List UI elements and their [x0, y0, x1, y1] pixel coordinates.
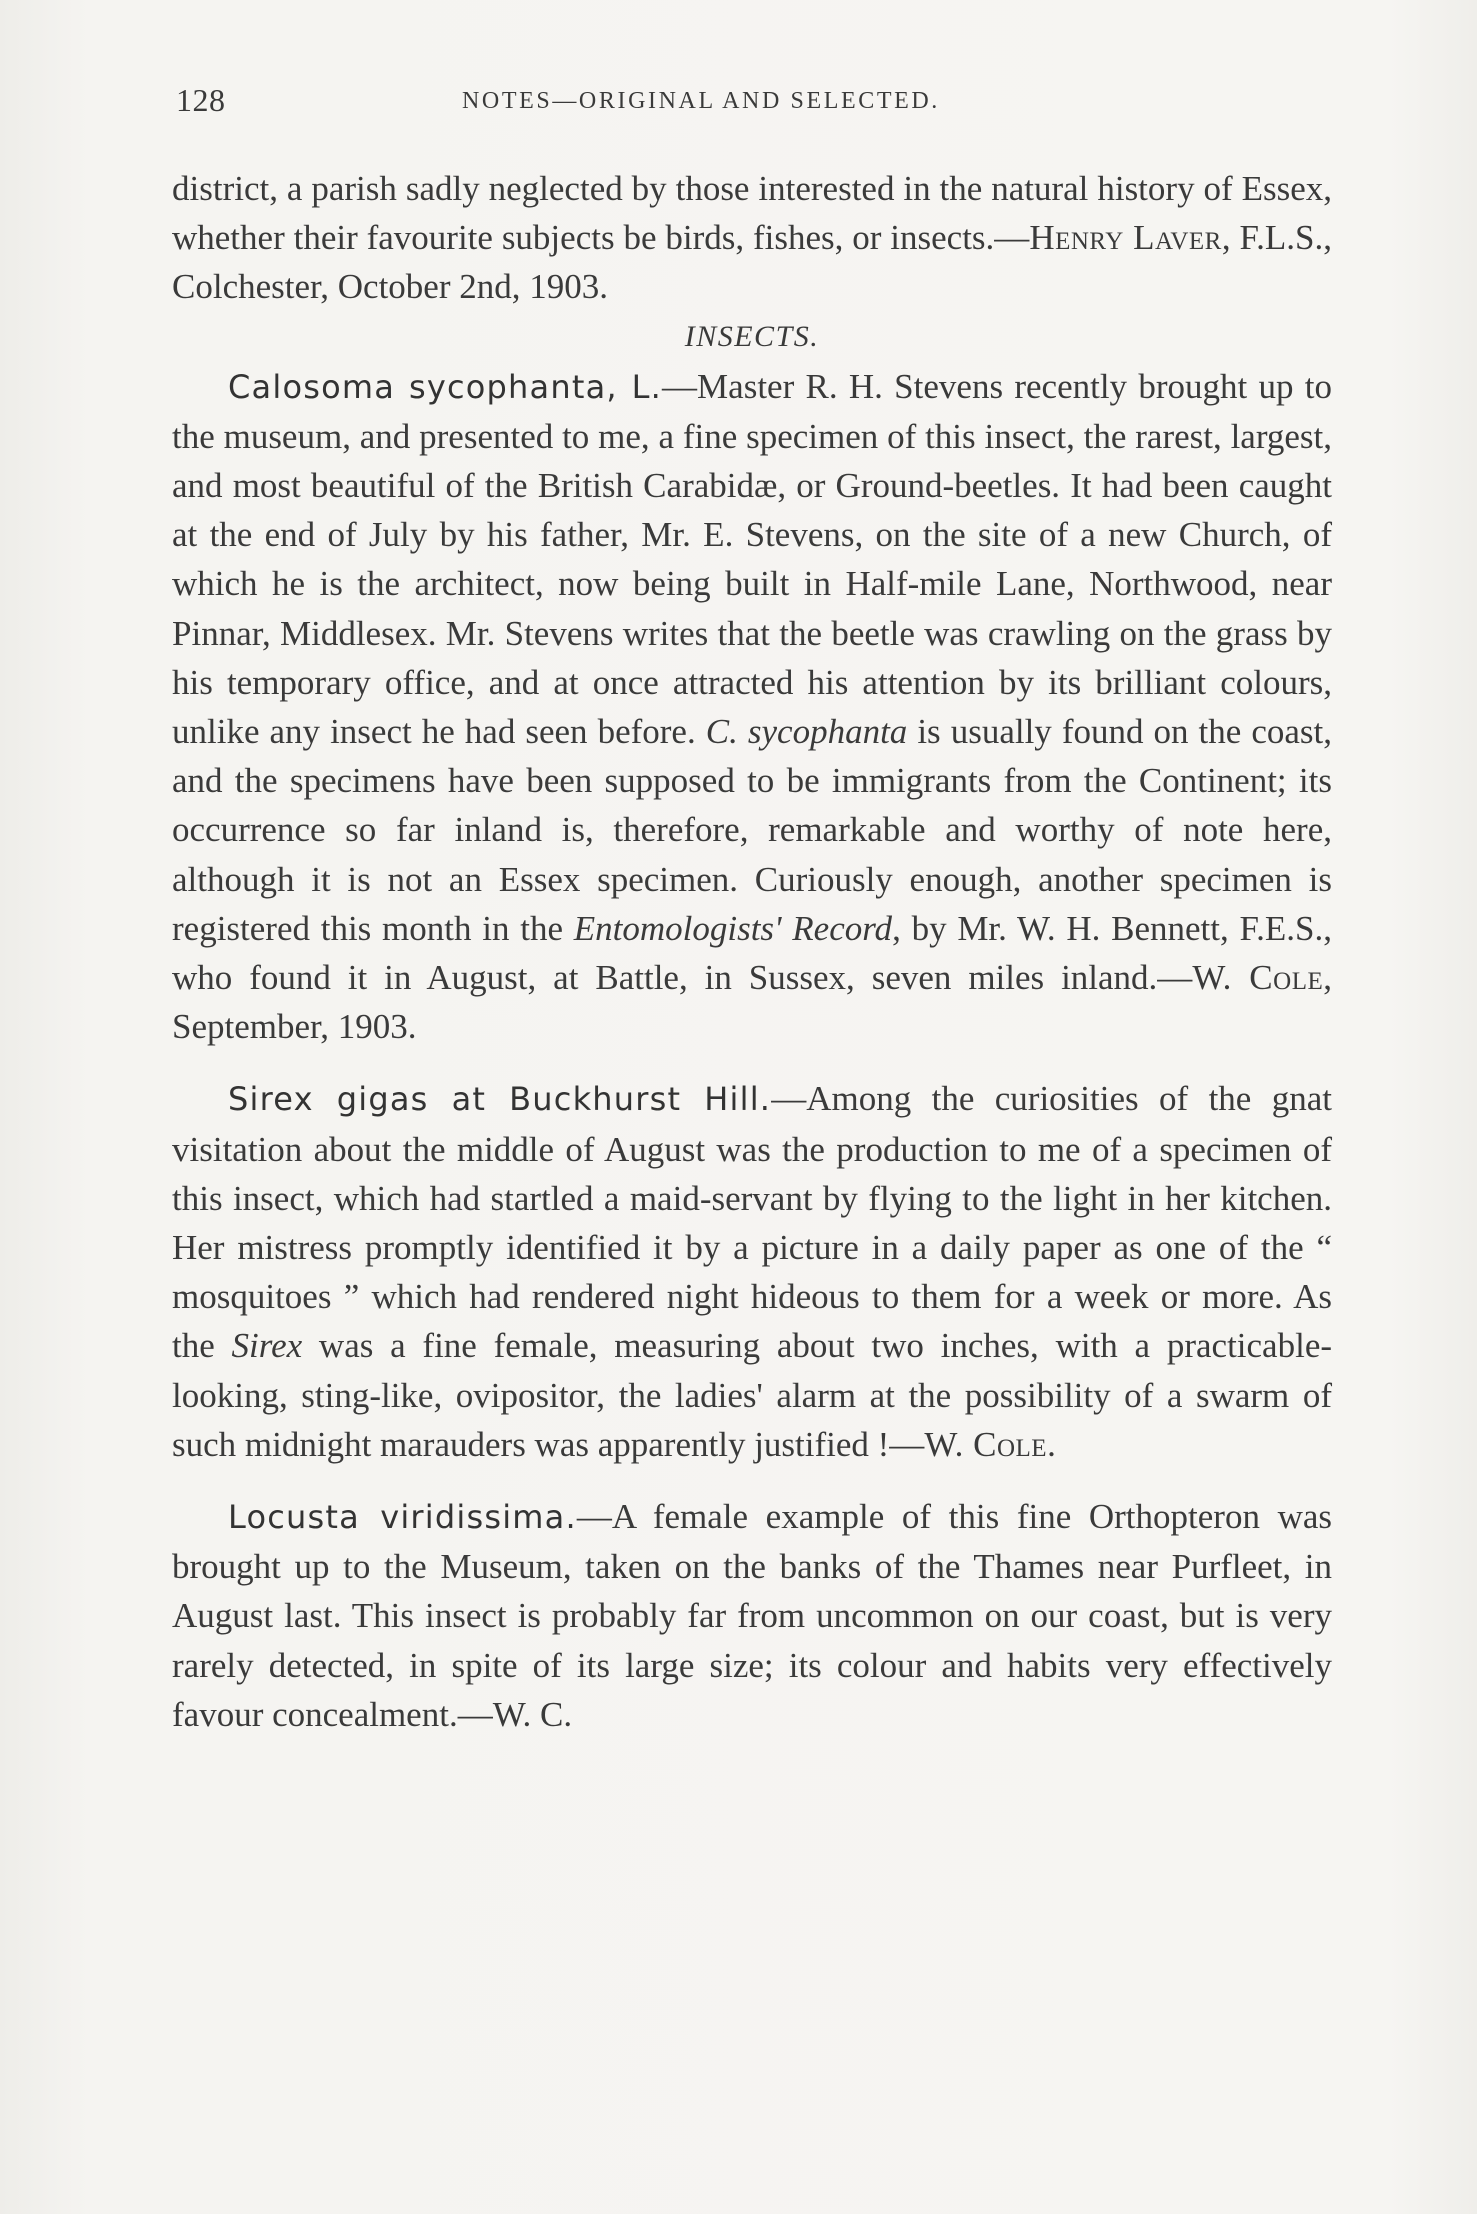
calosoma-italic-2: Entomologists' Record: [573, 908, 893, 948]
calosoma-italic-1: C. sycophanta: [705, 712, 908, 752]
section-heading: INSECTS.: [684, 319, 820, 353]
calosoma-text-3: , by Mr. W. H. Bennett, F.E.S., who found it in August, at Battle, in Sussex, seven miles inland.—: [172, 908, 1333, 998]
calosoma-heading: Calosoma sycophanta, L.: [228, 367, 663, 406]
intro-paragraph: [172, 164, 1332, 312]
page-number: 128: [176, 82, 226, 118]
sirex-author: W. Cole: [924, 1424, 1048, 1464]
intro-author: Henry Laver: [1029, 218, 1222, 258]
sirex-text-1: —Among the curiosities of the gnat visitation about the middle of August was the production to me of a specimen of this insect, which had startled a maid-servant by flying to the light in her kitchen. Her mistress promptly identified it by a picture in a daily paper as one of the “ mosquitoes ” which had rendered night hideous to them for a week or more. As the: [172, 1079, 1333, 1366]
calosoma-paragraph: [172, 362, 1332, 1052]
locusta-text-1: —A female example of this fine Orthopteron was brought up to the Museum, taken on the banks of the Thames near Purfleet, in August last. This insect is probably far from uncommon on our coast, but is very rarely detected, in spite of its large size; its colour and habits very effectively favour concealment.—W. C.: [172, 1497, 1333, 1734]
sirex-paragraph: [172, 1074, 1332, 1469]
running-head: NOTES—ORIGINAL AND SELECTED.: [462, 88, 940, 114]
body-text: [172, 164, 1332, 1739]
calosoma-author: W. Cole: [1192, 958, 1324, 998]
calosoma-text-1: —Master R. H. Stevens recently brought up to the museum, and presented to me, a fine specimen of this insect, the rarest, largest, and most beautiful of the British Carabidæ, or Ground-beetles. It had been caught at the end of July by his father, Mr. E. Stevens, on the site of a new Church, of which he is the architect, now being built in Half-mile Lane, Northwood, near Pinnar, Middlesex. Mr. Stevens writes that the beetle was crawling on the grass by his temporary office, and at once attracted his attention by its brilliant colours, unlike any insect he had seen before.: [172, 366, 1332, 752]
page-header: [176, 82, 1336, 122]
intro-tail: , F.L.S., Colchester, October 2nd, 1903.: [172, 218, 1332, 307]
locusta-heading: Locusta viridissima.: [228, 1498, 577, 1537]
sirex-tail: .: [1047, 1424, 1056, 1464]
intro-text: district, a parish sadly neglected by those interested in the natural history of Essex, whether their favourite subjects be birds, fishes, or insects.—: [172, 169, 1332, 258]
locusta-paragraph: [172, 1492, 1332, 1739]
calosoma-tail: , September, 1903.: [172, 958, 1333, 1047]
sirex-heading: Sirex gigas at Buckhurst Hill.: [228, 1080, 772, 1119]
sirex-italic-1: Sirex: [231, 1326, 303, 1366]
calosoma-text-2: is usually found on the coast, and the specimens have been supposed to be immigrants from the Continent; its occurrence so far inland is, therefore, remarkable and worthy of note here, although it is not an Essex specimen. Curiously enough, another specimen is registered this month in the: [172, 712, 1332, 948]
sirex-text-2: was a fine female, measuring about two inches, with a practicable-looking, sting-like, ovipositor, the ladies' alarm at the possibility of a swarm of such midnight marauders was apparently justified !—: [172, 1326, 1333, 1464]
